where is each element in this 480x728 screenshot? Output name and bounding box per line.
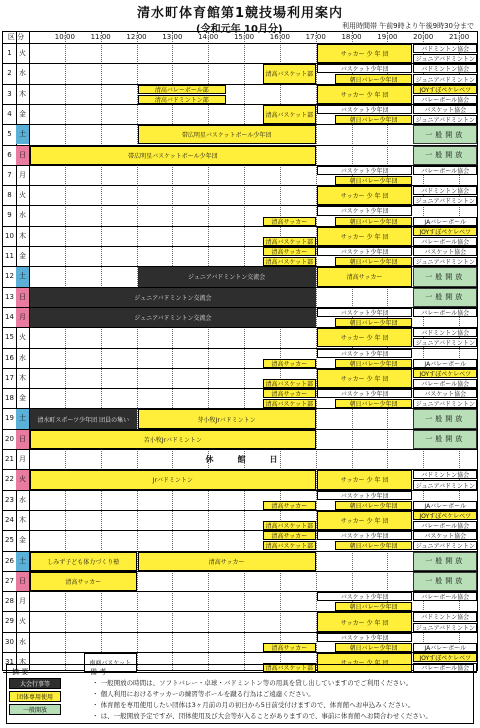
time-header: 15:00 [233,33,255,41]
legend-public-open: 一般開放 [9,704,61,715]
time-header: 20:00 [413,33,434,41]
booking-block: バスケット少年団 [317,633,413,642]
booking-block: JAバレーボール [413,501,477,510]
booking-block: 休館日 [205,455,302,465]
booking-block: ジュニアバドミントン [413,399,477,408]
booking-block: 一般開放 [413,430,477,449]
day-of-week: 金 [19,252,26,260]
day-of-week: 水 [19,353,26,362]
day-of-week: 水 [19,69,26,78]
booking-block: バレーボール協会 [413,663,477,672]
booking-block: 清高バドミントン部 [138,95,227,104]
booking-block: 清高バスケット部 [263,237,316,246]
day-of-week: 日 [16,288,29,307]
booking-block: 清高バスケット部 [263,105,316,124]
day-of-week: 月 [16,308,29,327]
day-of-week: 火 [19,49,26,57]
booking-block: 清高バスケット部 [263,663,316,672]
booking-block: サッカー 少 年 団 [317,653,413,672]
booking-block: サッカー 少 年 団 [317,328,413,347]
day-of-week: 土 [16,125,29,144]
notes-title: 備 考 [90,668,107,676]
time-header: 10:00 [54,33,75,41]
time-header: 18:00 [341,33,362,41]
booking-block: 清高サッカー [263,389,316,398]
day-of-week: 金 [19,109,26,118]
booking-block: バスケット協会 [413,531,477,540]
booking-block: バレーボール協会 [413,237,477,246]
day-number: 14 [5,312,14,321]
booking-block: 朝日バレー少年団 [335,359,413,368]
time-header: 17:00 [305,33,326,41]
booking-block: 帯広明星バスケットボール少年団 [30,146,316,165]
booking-block: 朝日バレー少年団 [335,115,413,124]
booking-block: バドミントン協会 [413,64,477,73]
booking-block: 朝日バレー少年団 [335,541,413,550]
booking-block: 朝日バレー少年団 [335,643,413,652]
booking-block: 清高バレーボール部 [138,85,227,94]
booking-block: バスケット協会 [413,105,477,114]
booking-block: 朝日バレー少年団 [335,176,413,185]
booking-block: 清高サッカー [263,501,316,510]
booking-block: 一般開放 [413,552,477,571]
booking-block: バドミントン協会 [413,186,477,195]
booking-block: バドミントン協会 [413,44,477,53]
time-header: 12:00 [126,33,147,41]
booking-block: バドミントン協会 [413,328,477,337]
booking-block: ジュニアバドミントン [413,338,477,347]
time-header: 11:00 [90,33,111,41]
day-of-week: 月 [19,455,26,463]
booking-block: 清高サッカー [263,217,316,226]
day-number: 12 [5,272,14,281]
booking-block: バレーボール協会 [413,592,477,601]
booking-block: バレーボール協会 [413,95,477,104]
time-header: 16:00 [269,33,290,41]
booking-block: 朝日バレー少年団 [335,501,413,510]
booking-block: 清高バスケット部 [263,541,316,550]
page-title: 清水町体育館第1競技場利用案内 [136,6,344,21]
day-of-week: 木 [19,658,26,666]
time-header: 21:00 [448,33,470,41]
usage-hours: 利用時間帯 午前9時より午後9時30分まで [341,22,474,30]
booking-block: しみず子ども体力づくり塾 [30,552,137,571]
day-number: 25 [5,536,14,545]
booking-block: 清高サッカー [263,531,316,540]
booking-block: ジュニアバドミントン [413,623,477,632]
day-number: 26 [5,556,14,565]
booking-block: ジュニアバドミントン [413,541,477,550]
day-number: 24 [5,515,14,524]
booking-block: サッカー 少 年 団 [317,470,413,489]
day-of-week: 土 [16,552,29,571]
booking-block: JAバレーボール [413,643,477,652]
day-number: 13 [5,292,14,301]
booking-block: バレーボール協会 [413,379,477,388]
booking-block: バスケット少年団 [317,308,413,317]
day-number: 9 [7,211,12,220]
day-of-week: 日 [16,146,29,165]
time-header: 14:00 [198,33,219,41]
day-of-week: 木 [19,515,26,524]
day-number: 20 [5,434,14,443]
booking-block: 清高バスケット部 [263,521,316,530]
booking-block: JAバレーボール [413,217,477,226]
booking-block: バスケット少年団 [317,247,413,256]
booking-block: 朝日バレー少年団 [335,602,413,611]
booking-block: JOYすぽペケレベツ [413,369,477,378]
booking-block: 苫小牧Jrバドミントン [30,430,316,449]
booking-block: ジュニアバドミントン交流会 [30,308,316,327]
booking-block: 帯広明星バスケットボール少年団 [138,125,316,144]
booking-block: バスケット協会 [413,247,477,256]
booking-block: サッカー 少 年 団 [317,85,413,104]
header-kubun: 区 分 [7,33,25,41]
booking-block: 朝日バレー少年団 [335,217,413,226]
day-number: 6 [7,150,12,159]
booking-block: 一般開放 [413,125,477,144]
booking-block: ジュニアバドミントン [413,54,477,63]
booking-block: バスケット少年団 [317,64,413,73]
legend-title: 摘 要 [12,668,29,676]
day-of-week: 火 [19,617,26,626]
day-of-week: 土 [16,267,29,286]
time-header: 13:00 [162,33,183,41]
booking-block: バスケット少年団 [317,592,413,601]
booking-block: 朝日バレー少年団 [335,74,413,83]
booking-block: 一般開放 [413,288,477,307]
booking-block: バスケット少年団 [317,531,413,540]
booking-block: サッカー 少 年 団 [317,44,413,63]
booking-block: サッカー 少 年 団 [317,612,413,631]
booking-block: 南商バスケット [84,653,137,672]
legend-group-use: 団体専用使用 [9,691,61,702]
day-number: 23 [5,495,14,504]
booking-block: JOYすぽペケレベツ [413,85,477,94]
booking-block: 清高サッカー [263,643,316,652]
booking-block: サッカー 少 年 団 [317,227,413,246]
booking-block: バドミントン協会 [413,612,477,621]
booking-block: 清高バスケット部 [263,64,316,83]
day-number: 11 [5,252,14,260]
booking-block: 清高サッカー [317,267,413,286]
booking-block: 清高サッカー [263,359,316,368]
booking-block: バレーボール協会 [413,308,477,317]
day-of-week: 日 [16,430,29,449]
booking-block: バスケット少年団 [317,166,413,175]
booking-block: 清高バスケット部 [263,379,316,388]
day-number: 3 [7,89,12,98]
day-number: 18 [5,394,14,403]
booking-block: 朝日バレー少年団 [335,318,413,327]
day-of-week: 木 [19,231,26,240]
booking-block: バドミントン協会 [413,470,477,479]
booking-block: バスケット少年団 [317,389,413,398]
booking-block: Jrバドミントン [30,470,316,489]
booking-block: JOYすぽペケレベツ [413,511,477,520]
day-of-week: 金 [19,394,26,403]
day-of-week: 火 [19,191,26,200]
booking-block: 清高サッカー [138,552,316,571]
day-number: 17 [5,373,14,382]
legend-event: 大会行事等 [9,678,61,689]
booking-block: 清高バスケット部 [263,257,316,266]
booking-block: 一般開放 [413,267,477,286]
day-number: 30 [5,637,14,646]
booking-block: 朝日バレー少年団 [335,399,413,408]
schedule-grid [2,31,478,671]
day-of-week: 火 [16,470,29,489]
note-line: ・ は、一般開放予定ですが、団体使用及び大会等が入ることがありますので、事前に体育館へお問合わせください。 [92,712,432,720]
page-subtitle: (令和元年 10月分) [196,24,283,35]
day-number: 4 [7,109,12,118]
booking-block: ジュニアバドミントン [413,196,477,205]
day-number: 29 [5,617,14,626]
day-number: 10 [5,231,14,240]
booking-block: バレーボール協会 [413,521,477,530]
day-of-week: 水 [19,637,26,646]
booking-block: ジュニアバドミントン交流会 [138,267,316,286]
booking-block: JOYすぽペケレベツ [413,227,477,236]
day-number: 21 [5,455,14,463]
booking-block: ジュニアバドミントン [413,480,477,489]
booking-block: バレーボール協会 [413,166,477,175]
day-of-week: 日 [16,572,29,591]
day-number: 28 [5,597,14,606]
booking-block: 清高サッカー [30,572,137,591]
note-line: ・ 個人利用におけるサッカーの練習等ボールを蹴る行為はご遠慮ください。 [92,690,315,698]
booking-block: 芽小牧Jrバドミントン [138,409,316,428]
day-of-week: 月 [19,170,26,179]
booking-block: バスケット少年団 [317,349,413,358]
booking-block: 一般開放 [413,572,477,591]
note-line: ・ 体育館を専用使用したい団体は3ヶ月前の月の初日から5日前受付けますので、体育館へお申込みください。 [92,701,415,709]
booking-block: サッカー 少 年 団 [317,511,413,530]
day-number: 5 [7,130,12,139]
booking-block: ジュニアバドミントン [413,115,477,124]
booking-block: バスケット協会 [413,389,477,398]
booking-block: 清高サッカー [263,247,316,256]
booking-block: サッカー 少 年 団 [317,186,413,205]
note-line: ・ 一般開放の時間は、ソフトバレー・卓球・バドミントン等の用具を貸し出していますのでご利用ください。 [92,679,413,687]
day-number: 19 [5,414,14,423]
booking-block: 一般開放 [413,409,477,428]
booking-block: JAバレーボール [413,359,477,368]
day-of-week: 木 [19,373,26,382]
time-header: 19:00 [377,33,398,41]
booking-block: 朝日バレー少年団 [335,257,413,266]
booking-block: ジュニアバドミントン [413,257,477,266]
booking-block: 一般開放 [413,146,477,165]
day-of-week: 木 [19,89,26,98]
day-number: 27 [5,576,14,585]
day-of-week: 水 [19,211,26,220]
booking-block: バスケット少年団 [317,206,413,215]
day-number: 1 [7,49,12,57]
booking-block: ジュニアバドミントン [413,74,477,83]
day-number: 22 [5,475,14,484]
day-number: 7 [7,170,12,179]
booking-block: 清高バスケット部 [263,399,316,408]
day-number: 8 [7,191,12,200]
booking-block: JOYすぽペケレベツ [413,653,477,662]
booking-block: ジュニアバドミントン交流会 [30,288,316,307]
day-of-week: 金 [19,536,26,545]
day-number: 2 [7,69,12,78]
day-number: 15 [5,333,14,342]
day-of-week: 水 [19,495,26,504]
booking-block: 清水町スポーツ少年団 団員の集い [30,409,137,428]
day-of-week: 火 [19,333,26,342]
booking-block: サッカー 少 年 団 [317,369,413,388]
booking-block: バスケット少年団 [317,105,413,114]
day-of-week: 土 [16,409,29,428]
day-of-week: 月 [19,597,26,606]
booking-block: バスケット少年団 [317,491,413,500]
day-number: 16 [5,353,14,362]
day-number: 31 [5,658,14,666]
